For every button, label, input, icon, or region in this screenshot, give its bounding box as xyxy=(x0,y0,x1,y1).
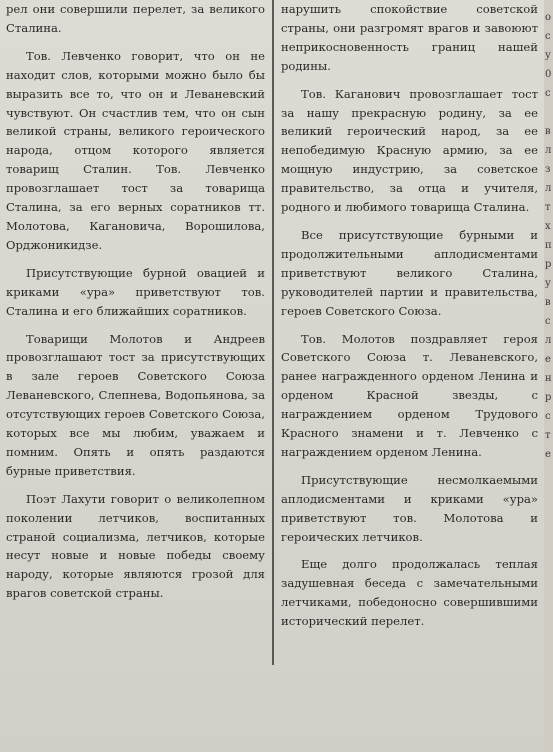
edge-fragment: л xyxy=(545,145,552,156)
edge-fragment: с xyxy=(545,88,551,99)
edge-fragment: п xyxy=(545,240,552,251)
edge-fragment: в xyxy=(545,297,551,308)
adjacent-column-fragments xyxy=(545,8,553,464)
edge-fragment: у xyxy=(545,50,551,61)
edge-fragment: у xyxy=(545,278,551,289)
edge-fragment: т xyxy=(545,430,551,441)
left-paragraph-4: Товарищи Молотов и Андреев провозглашают тост за присутствующих в зале героев Советского Союза Леваневского, Слепнева, Водопьянова, за отсутствующих героев Советского Союза, которых все мы любим, уважаем и помним. Опять и опять раздаются бурные приветствия. xyxy=(6,331,265,478)
edge-fragment: л xyxy=(545,335,552,346)
edge-fragment: р xyxy=(545,259,552,270)
left-column xyxy=(6,0,265,603)
edge-fragment: с xyxy=(545,31,551,42)
edge-fragment xyxy=(545,103,553,122)
left-paragraph-1: рел они совершили перелет, за великого Сталина. xyxy=(6,2,265,35)
edge-fragment: в xyxy=(545,126,551,137)
edge-fragment: з xyxy=(545,164,551,175)
left-paragraph-3: Присутствующие бурной овацией и криками «ура» приветствуют тов. Сталина и его ближайших соратников. xyxy=(6,265,265,318)
edge-fragment: х xyxy=(545,221,551,232)
left-paragraph-2: Тов. Левченко говорит, что он не находит слов, которыми можно было бы выразить все то, что он и Леваневский чувствуют. Он счастлив тем, что он сын великой страны, великого героического народа, отцом которого является товарищ Сталин. Тов. Левченко провозглашает тост за товарища Сталина, за его верных соратников тт. Молотова, Кагановича, Ворошилова, Орджоникидзе. xyxy=(6,48,265,252)
edge-fragment: е xyxy=(545,354,551,365)
edge-fragment: с xyxy=(545,316,551,327)
right-paragraph-4: Тов. Молотов поздравляет героя Советского Союза т. Леваневского, ранее награжденного орденом Ленина и орденом Красной звезды, с награждением орденом Трудового Красного знамени и т. Левченко с награждением орденом Ленина. xyxy=(281,331,538,459)
right-paragraph-1: нарушить спокойствие советской страны, они разгромят врагов и завоюют неприкосновенность границ нашей родины. xyxy=(281,2,538,73)
right-paragraph-3: Все присутствующие бурными и продолжительными аплодисментами приветствуют великого Сталина, руководителей партии и правительства, героев Советского Союза. xyxy=(281,227,538,318)
edge-fragment: е xyxy=(545,449,551,460)
right-paragraph-2: Тов. Каганович провозглашает тост за нашу прекрасную родину, за ее великий героический народ, за ее непобедимую Красную армию, за ее мощную индустрию, за советское правительство, за отца и учителя, родного и любимого товарища Сталина. xyxy=(281,86,538,215)
edge-fragment: о xyxy=(545,12,552,23)
edge-fragment: с xyxy=(545,411,551,422)
edge-fragment: т xyxy=(545,202,551,213)
edge-fragment: н xyxy=(545,373,552,384)
edge-fragment: р xyxy=(545,392,552,403)
left-paragraph-5: Поэт Лахути говорит о великолепном поколении летчиков, воспитанных страной социализма, летчиков, которые несут новые и новые победы своему народу, которые являются грозой для врагов советской страны. xyxy=(6,491,265,601)
right-paragraph-5: Присутствующие несмолкаемыми аплодисментами и криками «ура» приветствуют тов. Молотова и героических летчиков. xyxy=(281,472,538,544)
right-column xyxy=(281,0,538,631)
right-paragraph-6: Еще долго продолжалась теплая задушевная беседа с замечательными летчиками, победоносно совершившими исторический перелет. xyxy=(281,557,538,629)
edge-fragment: л xyxy=(545,183,552,194)
column-divider xyxy=(272,0,274,665)
edge-fragment: 0 xyxy=(545,69,552,80)
